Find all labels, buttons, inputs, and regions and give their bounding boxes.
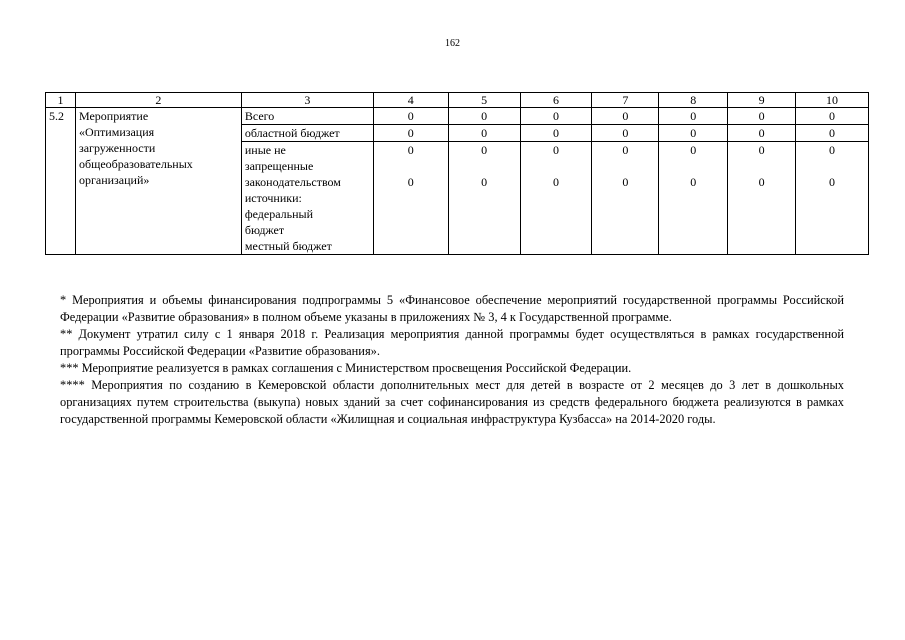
federal-value: 0 — [552, 143, 559, 157]
financing-table — [45, 92, 869, 255]
value-cell: 0 — [796, 125, 869, 142]
footnote: * Мероприятия и объемы финансирования подпрограммы 5 «Финансовое обеспечение мероприятий государственной программы Российской Федерации «Развитие образования» в полном объеме указаны в приложениях № 3, 4 к Государственной программе. — [60, 293, 844, 324]
header-cell: 6 — [520, 93, 592, 108]
federal-value: 0 — [407, 143, 414, 157]
federal-value: 0 — [690, 143, 697, 157]
value-cell: 0 — [520, 125, 592, 142]
value-cell: 0 — [592, 125, 659, 142]
header-cell: 8 — [659, 93, 728, 108]
value-cell — [592, 142, 659, 255]
footnote: ** Документ утратил силу с 1 января 2018 г. Реализация мероприятия данной программы будет осуществляться в рамках государственной программы Российской Федерации «Развитие образования». — [60, 327, 844, 358]
value-cell: 0 — [448, 108, 520, 125]
local-value: 0 — [690, 175, 697, 189]
source-label: областной бюджет — [241, 125, 373, 142]
value-cell — [659, 142, 728, 255]
value-cell: 0 — [728, 108, 796, 125]
header-row — [46, 93, 869, 108]
header-cell: 5 — [448, 93, 520, 108]
local-value: 0 — [622, 175, 629, 189]
header-cell: 3 — [241, 93, 373, 108]
local-value: 0 — [552, 175, 559, 189]
value-cell: 0 — [659, 108, 728, 125]
value-cell — [373, 142, 448, 255]
federal-value: 0 — [481, 143, 488, 157]
value-cell — [796, 142, 869, 255]
row-id: 5.2 — [46, 108, 76, 255]
header-cell: 7 — [592, 93, 659, 108]
federal-value: 0 — [622, 143, 629, 157]
federal-value: 0 — [829, 143, 836, 157]
header-cell: 10 — [796, 93, 869, 108]
value-cell — [448, 142, 520, 255]
local-value: 0 — [829, 175, 836, 189]
event-name: Мероприятие «Оптимизация загруженности общеобразовательных организаций» — [75, 108, 241, 255]
value-cell: 0 — [728, 125, 796, 142]
value-cell — [520, 142, 592, 255]
header-cell: 4 — [373, 93, 448, 108]
value-cell: 0 — [592, 108, 659, 125]
local-value: 0 — [758, 175, 765, 189]
value-cell: 0 — [520, 108, 592, 125]
footnote: **** Мероприятия по созданию в Кемеровской области дополнительных мест для детей в возрасте от 2 месяцев до 3 лет в дошкольных организациях путем строительства (выкупа) новых зданий за счет софинансирования из средств федерального бюджета реализуются в рамках государственной программы Кемеровской области «Жилищная и социальная инфраструктура Кузбасса» на 2014-2020 годы. — [60, 378, 844, 426]
footnote: *** Мероприятие реализуется в рамках соглашения с Министерством просвещения Российской Федерации. — [60, 361, 632, 375]
value-cell: 0 — [373, 125, 448, 142]
header-cell: 1 — [46, 93, 76, 108]
federal-value: 0 — [758, 143, 765, 157]
local-value: 0 — [481, 175, 488, 189]
header-cell: 9 — [728, 93, 796, 108]
table-row-total — [46, 108, 869, 125]
value-cell: 0 — [796, 108, 869, 125]
value-cell — [728, 142, 796, 255]
footnotes — [60, 292, 844, 428]
value-cell: 0 — [373, 108, 448, 125]
page-number: 162 — [445, 38, 460, 49]
source-label: иные не запрещенные законодательством источники: федеральный бюджет местный бюджет — [241, 142, 373, 255]
value-cell: 0 — [448, 125, 520, 142]
header-cell: 2 — [75, 93, 241, 108]
source-label: Всего — [241, 108, 373, 125]
local-value: 0 — [407, 175, 414, 189]
value-cell: 0 — [659, 125, 728, 142]
